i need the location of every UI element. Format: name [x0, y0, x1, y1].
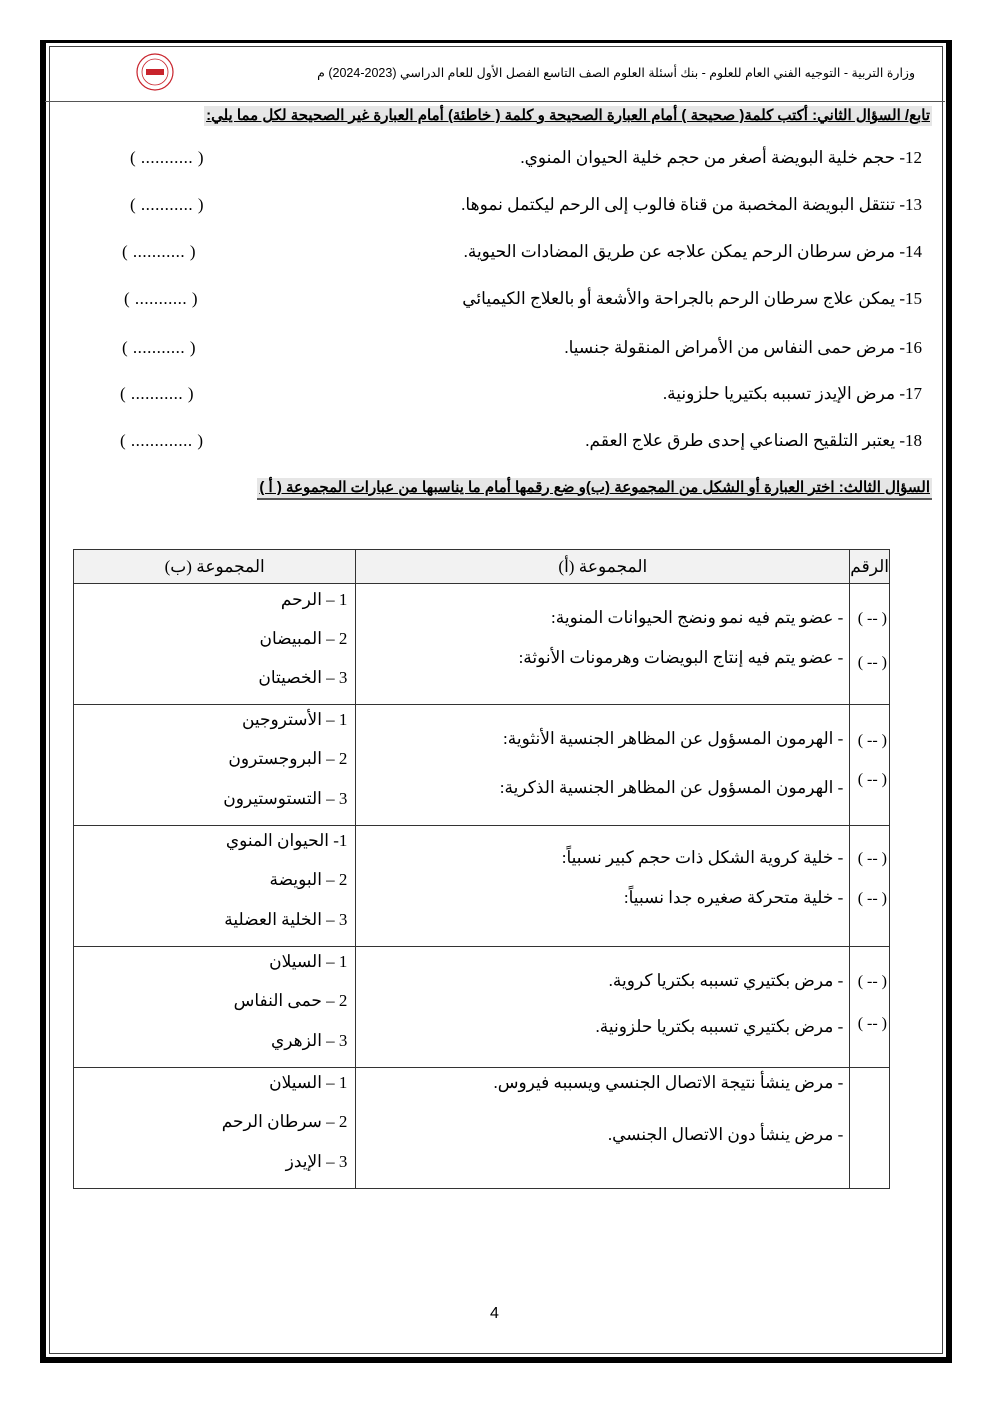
answer-slot-18[interactable]: ( ............. ): [120, 431, 204, 450]
number-cell: [850, 826, 890, 947]
table-row: [74, 705, 890, 826]
group-b-item: 3 – الخلية العضلية: [224, 910, 348, 929]
group-a-item: - مرض بكتيري تسببه بكتريا حلزونية.: [595, 1017, 844, 1036]
group-a-item: - مرض بكتيري تسببه بكتريا كروية.: [608, 971, 844, 990]
statement-18: 18- يعتبر التلقيح الصناعي إحدى طرق علاج العقم.: [585, 431, 922, 450]
table-row: [74, 584, 890, 705]
header-group-b: المجموعة (ب): [74, 550, 356, 584]
group-a-item: - عضو يتم فيه إنتاج البويضات وهرمونات الأنوثة:: [518, 648, 844, 667]
group-b-item: 3 – الزهري: [270, 1031, 348, 1050]
group-b-item: 2 – البروجسترون: [228, 749, 348, 768]
statement-12: 12- حجم خلية البويضة أصغر من حجم خلية الحيوان المنوي.: [520, 148, 922, 167]
header-group-a: المجموعة (أ): [356, 550, 850, 584]
answer-slot[interactable]: ( -- ): [857, 850, 887, 867]
approval-stamp-icon: [135, 52, 175, 92]
group-a-item: - عضو يتم فيه نمو ونضج الحيوانات المنوية:: [551, 608, 844, 627]
group-b-cell: [74, 1068, 356, 1189]
group-a-item: - خلية متحركة صغيره جدا نسبياً:: [623, 888, 844, 907]
page-header: [45, 46, 945, 102]
table-row: [74, 826, 890, 947]
answer-slot[interactable]: ( -- ): [857, 732, 887, 749]
answer-slot-12[interactable]: ( ........... ): [130, 148, 205, 167]
answer-slot-13[interactable]: ( ........... ): [130, 195, 205, 214]
answer-slot-14[interactable]: ( ........... ): [122, 242, 197, 261]
group-a-cell: [356, 705, 850, 826]
group-b-item: 2 – حمى النفاس: [233, 991, 348, 1010]
statement-17: 17- مرض الإيدز تسببه بكتيريا حلزونية.: [662, 384, 922, 403]
answer-slot[interactable]: ( -- ): [857, 973, 887, 990]
table-row: [74, 1068, 890, 1189]
group-b-item: 1 – الأستروجين: [241, 710, 348, 729]
group-a-cell: [356, 947, 850, 1068]
statement-14: 14- مرض سرطان الرحم يمكن علاجه عن طريق المضادات الحيوية.: [463, 242, 922, 261]
number-cell[interactable]: [850, 1068, 890, 1189]
group-b-item: 1 – الرحم: [280, 590, 348, 609]
group-a-cell: [356, 584, 850, 705]
group-a-item: - الهرمون المسؤول عن المظاهر الجنسية الذكرية:: [499, 778, 844, 797]
group-b-cell: [74, 705, 356, 826]
answer-slot[interactable]: ( -- ): [857, 771, 887, 788]
number-cell: [850, 705, 890, 826]
group-b-cell: [74, 584, 356, 705]
group-b-item: 3 – الإيدز: [285, 1152, 348, 1171]
group-a-cell: [356, 826, 850, 947]
answer-slot-15[interactable]: ( ........... ): [124, 289, 199, 308]
number-cell: [850, 947, 890, 1068]
number-cell: [850, 584, 890, 705]
page-number: 4: [490, 1305, 499, 1322]
statement-16: 16- مرض حمى النفاس من الأمراض المنقولة جنسيا.: [564, 338, 922, 357]
group-b-item: 3 – التستوستيرون: [223, 789, 348, 808]
group-a-cell: [356, 1068, 850, 1189]
header-number: الرقم: [850, 550, 890, 584]
answer-slot-17[interactable]: ( ........... ): [120, 384, 195, 403]
group-b-cell: [74, 826, 356, 947]
header-title: وزارة التربية - التوجيه الفني العام للعلوم - بنك أسئلة العلوم الصف التاسع الفصل الأول للعام الدراسي (2023-2024) م: [317, 66, 915, 80]
statement-15: 15- يمكن علاج سرطان الرحم بالجراحة والأشعة أو بالعلاج الكيميائي: [462, 289, 922, 308]
group-a-item: - الهرمون المسؤول عن المظاهر الجنسية الأنثوية:: [503, 729, 844, 748]
group-b-item: 1- الحيوان المنوي: [225, 831, 348, 850]
answer-slot[interactable]: ( -- ): [857, 610, 887, 627]
group-b-item: 2 – البويضة: [269, 870, 348, 889]
group-b-item: 1 – السيلان: [269, 1073, 348, 1092]
answer-slot[interactable]: ( -- ): [857, 890, 887, 907]
table-row: [74, 947, 890, 1068]
group-b-cell: [74, 947, 356, 1068]
group-b-item: 3 – الخصيتان: [258, 668, 348, 687]
answer-slot[interactable]: ( -- ): [857, 654, 887, 671]
group-b-item: 2 – سرطان الرحم: [221, 1112, 348, 1131]
group-a-item: - مرض ينشأ دون الاتصال الجنسي.: [607, 1125, 844, 1144]
answer-slot-16[interactable]: ( ........... ): [122, 338, 197, 357]
question-3-title: السؤال الثالث: اختر العبارة أو الشكل من المجموعة (ب)و ضع رقمها أمام ما يناسبها من عبارات المجموعة ( أ ): [257, 478, 932, 500]
question-2-title: تابع/ السؤال الثاني: أكتب كلمة( صحيحة ) أمام العبارة الصحيحة و كلمة ( خاطئة) أمام العبارة غير الصحيحة لكل مما يلي:: [206, 107, 930, 124]
group-a-item: - مرض ينشأ نتيجة الاتصال الجنسي ويسببه فيروس.: [493, 1073, 844, 1092]
matching-table: [73, 549, 890, 1189]
group-b-item: 1 – السيلان: [269, 952, 348, 971]
group-b-item: 2 – المبيضان: [259, 629, 348, 648]
table-header-row: [74, 550, 890, 584]
statement-13: 13- تنتقل البويضة المخصبة من قناة فالوب إلى الرحم ليكتمل نموها.: [461, 195, 922, 214]
group-a-item: - خلية كروية الشكل ذات حجم كبير نسبياً:: [561, 848, 844, 867]
answer-slot[interactable]: ( -- ): [857, 1015, 887, 1032]
